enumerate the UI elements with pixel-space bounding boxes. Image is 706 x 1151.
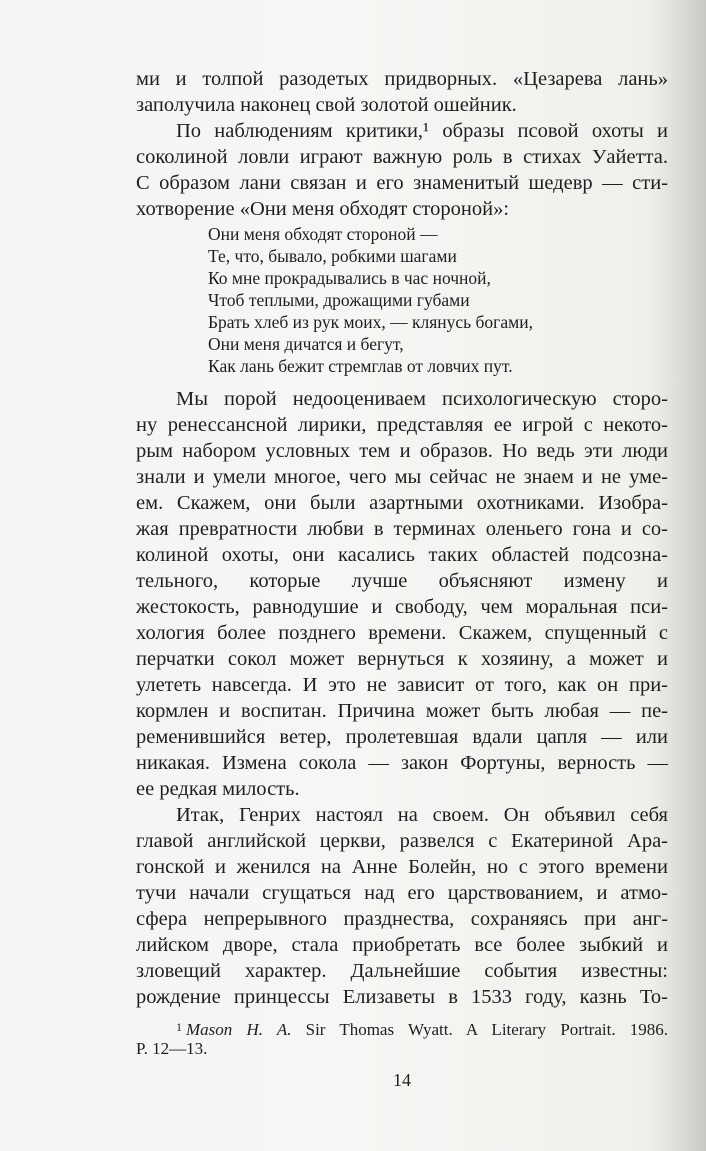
body-line: зловещий характер. Дальнейшие события известны:: [136, 960, 668, 982]
body-line: главой английской церкви, развелся с Екатериной Ара-: [136, 830, 668, 852]
footnote-line-1: [176, 1016, 668, 1038]
verse-line: Те, что, бывало, робкими шагами: [208, 246, 457, 266]
body-line: жая превратности любви в терминах оленьего гона и со-: [136, 518, 668, 540]
body-line: перчатки сокол может вернуться к хозяину, а может и: [136, 648, 668, 670]
body-line: колиной охоты, они касались таких областей подсозна-: [136, 544, 668, 566]
body-line: сфера непрерывного празднества, сохраняясь при анг-: [136, 908, 668, 930]
footnote-citation: Sir Thomas Wyatt. A Literary Portrait. 1986.: [291, 1020, 668, 1039]
body-line: ременившийся ветер, пролетевшая вдали цапля — или: [136, 726, 668, 748]
body-line: рождение принцессы Елизаветы в 1533 году, казнь То-: [136, 986, 668, 1008]
body-line: ем. Скажем, они были азартными охотниками. Изобра-: [136, 492, 668, 514]
body-line: ну ренессансной лирики, представляя ее игрой с некото-: [136, 414, 668, 436]
page-number: 14: [393, 1070, 411, 1090]
footnote-marker: 1: [176, 1020, 182, 1034]
footnote-line-2: P. 12—13.: [136, 1039, 208, 1058]
body-line: рым набором условных тем и образов. Но ведь эти люди: [136, 440, 668, 462]
body-line: По наблюдениям критики,¹ образы псовой охоты и: [176, 120, 668, 142]
body-line: Мы порой недооцениваем психологическую сторо-: [176, 388, 668, 410]
body-line: знали и умели многое, чего мы сейчас не знаем и не уме-: [136, 466, 668, 488]
body-line: заполучила наконец свой золотой ошейник.: [136, 94, 517, 116]
verse-line: Как лань бежит стремглав от ловчих пут.: [208, 356, 513, 376]
body-line: хология более позднего времени. Скажем, спущенный с: [136, 622, 668, 644]
body-line: никакая. Измена сокола — закон Фортуны, верность —: [136, 752, 668, 774]
body-line: тучи начали сгущаться над его царствованием, и атмо-: [136, 882, 668, 904]
body-line: жестокость, равнодушие и свободу, чем моральная пси-: [136, 596, 668, 618]
body-line: гонской и женился на Анне Болейн, но с этого времени: [136, 856, 668, 878]
footnote-author: Mason H. A.: [186, 1020, 292, 1039]
body-line: кормлен и воспитан. Причина может быть любая — пе-: [136, 700, 668, 722]
body-line: улететь навсегда. И это не зависит от того, как он при-: [136, 674, 668, 696]
body-line: тельного, которые лучше объясняют измену и: [136, 570, 668, 592]
body-line: ее редкая милость.: [136, 778, 300, 800]
verse-line: Чтоб теплыми, дрожащими губами: [208, 290, 470, 310]
verse-line: Они меня обходят стороной —: [208, 224, 438, 244]
verse-line: Брать хлеб из рук моих, — клянусь богами,: [208, 312, 533, 332]
verse-line: Ко мне прокрадывались в час ночной,: [208, 268, 491, 288]
body-line: ми и толпой разодетых придворных. «Цезарева лань»: [136, 68, 668, 90]
body-line: соколиной ловли играют важную роль в стихах Уайетта.: [136, 146, 668, 168]
body-line: Итак, Генрих настоял на своем. Он объявил себя: [176, 804, 668, 826]
body-line: С образом лани связан и его знаменитый шедевр — сти-: [136, 172, 668, 194]
verse-line: Они меня дичатся и бегут,: [208, 334, 404, 354]
body-line: хотворение «Они меня обходят стороной»:: [136, 198, 510, 220]
body-line: лийском дворе, стала приобретать все более зыбкий и: [136, 934, 668, 956]
